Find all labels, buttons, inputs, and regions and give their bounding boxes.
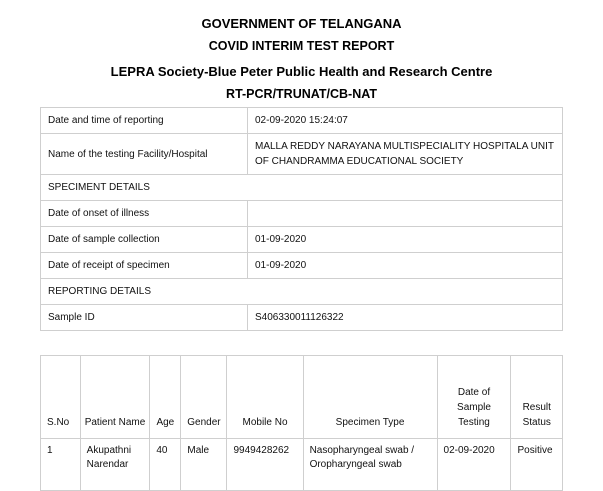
reporting-section-heading: REPORTING DETAILS xyxy=(41,279,563,305)
reporting-datetime-row xyxy=(41,108,563,134)
results-header-row xyxy=(41,356,563,439)
sample-id-value: S406330011126322 xyxy=(248,305,563,331)
onset-value xyxy=(248,201,563,227)
col-age: Age xyxy=(150,356,181,439)
collection-row xyxy=(41,227,563,253)
col-sno: S.No xyxy=(41,356,81,439)
col-testing-date: Date of Sample Testing xyxy=(437,356,511,439)
collection-label: Date of sample collection xyxy=(41,227,248,253)
receipt-label: Date of receipt of specimen xyxy=(41,253,248,279)
report-title: COVID INTERIM TEST REPORT xyxy=(208,39,395,53)
collection-value: 01-09-2020 xyxy=(248,227,563,253)
row-mobile: 9949428262 xyxy=(227,439,303,491)
col-gender: Gender xyxy=(181,356,227,439)
col-mobile: Mobile No xyxy=(227,356,303,439)
test-methods: RT-PCR/TRUNAT/CB-NAT xyxy=(226,87,377,101)
col-patient-name: Patient Name xyxy=(80,356,150,439)
sample-id-label: Sample ID xyxy=(41,305,248,331)
reporting-datetime-label: Date and time of reporting xyxy=(41,108,248,134)
report-government-title: GOVERNMENT OF TELANGANA xyxy=(201,16,402,31)
row-result-status: Positive xyxy=(511,439,563,491)
specimen-section-row xyxy=(41,175,563,201)
col-result-status: Result Status xyxy=(511,356,563,439)
report-details-table xyxy=(40,107,563,331)
reporting-datetime-value: 02-09-2020 15:24:07 xyxy=(248,108,563,134)
table-row xyxy=(41,439,563,491)
lab-name: LEPRA Society-Blue Peter Public Health and Research Centre xyxy=(110,64,493,79)
row-testing-date: 02-09-2020 xyxy=(437,439,511,491)
sample-id-row xyxy=(41,305,563,331)
col-specimen: Specimen Type xyxy=(303,356,437,439)
results-table xyxy=(40,355,563,491)
row-sno: 1 xyxy=(41,439,81,491)
facility-label: Name of the testing Facility/Hospital xyxy=(41,134,248,175)
facility-value: MALLA REDDY NARAYANA MULTISPECIALITY HOSPITALA UNIT OF CHANDRAMMA EDUCATIONAL SOCIETY xyxy=(248,134,563,175)
reporting-section-row xyxy=(41,279,563,305)
row-patient-name: Akupathni Narendar xyxy=(80,439,150,491)
row-gender: Male xyxy=(181,439,227,491)
receipt-row xyxy=(41,253,563,279)
receipt-value: 01-09-2020 xyxy=(248,253,563,279)
onset-row xyxy=(41,201,563,227)
facility-row xyxy=(41,134,563,175)
specimen-section-heading: SPECIMENT DETAILS xyxy=(41,175,563,201)
onset-label: Date of onset of illness xyxy=(41,201,248,227)
row-age: 40 xyxy=(150,439,181,491)
row-specimen: Nasopharyngeal swab / Oropharyngeal swab xyxy=(303,439,437,491)
